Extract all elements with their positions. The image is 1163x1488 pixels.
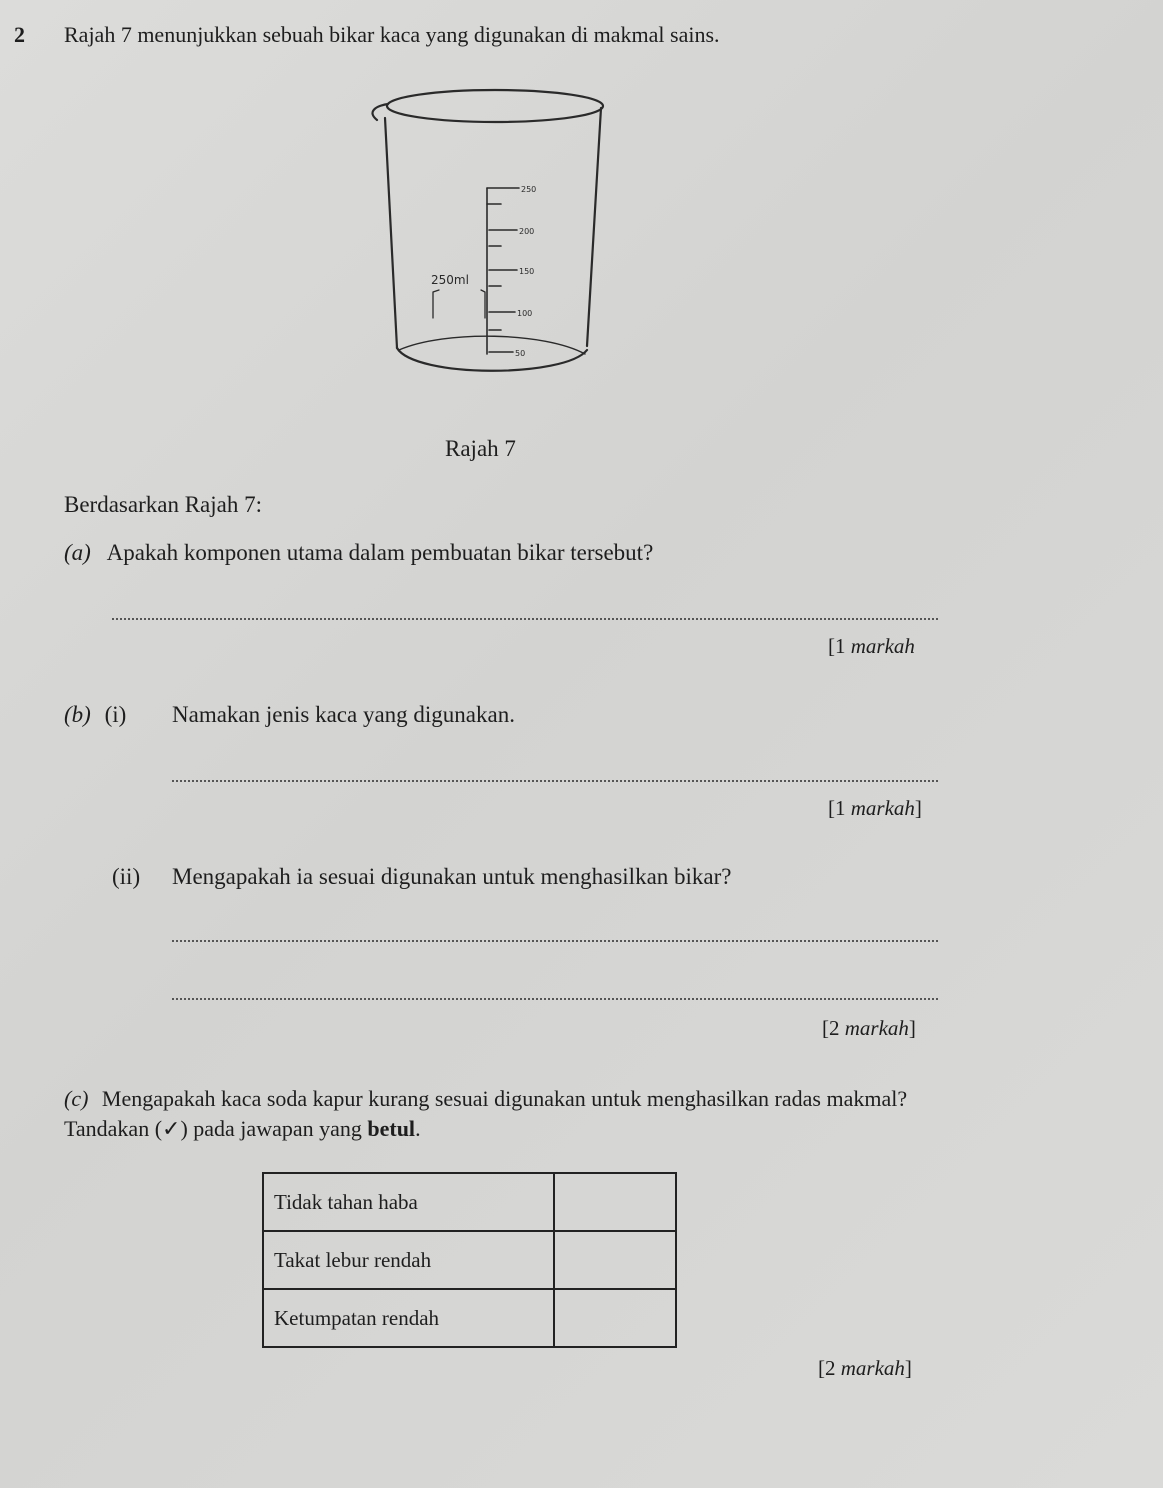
part-a-label: (a)	[64, 540, 91, 565]
marks-c-open: [2	[818, 1356, 841, 1380]
marks-b-ii-open: [2	[822, 1016, 845, 1040]
options-table	[262, 1172, 677, 1348]
option-text: Ketumpatan rendah	[263, 1289, 554, 1347]
part-b-label	[64, 702, 126, 728]
part-b-i-label: (i)	[104, 702, 127, 727]
tick-box[interactable]	[554, 1173, 676, 1231]
marks-a-word: markah	[850, 634, 915, 658]
beaker-volume-label: 250ml	[431, 273, 469, 287]
question-number: 2	[14, 22, 25, 47]
part-c-question	[64, 1084, 944, 1144]
part-c-end: .	[415, 1116, 421, 1141]
figure-caption: Rajah 7	[445, 436, 516, 461]
part-b-i-text: Namakan jenis kaca yang digunakan.	[172, 702, 515, 727]
intro-text: Berdasarkan Rajah 7:	[64, 492, 262, 517]
marks-c-word: markah	[840, 1356, 905, 1380]
part-b-ii-text: Mengapakah ia sesuai digunakan untuk menghasilkan bikar?	[172, 864, 732, 889]
scale-label-100: 100	[517, 309, 533, 318]
table-row	[263, 1289, 676, 1347]
answer-line-a[interactable]	[112, 618, 938, 620]
marks-b-i	[828, 796, 922, 821]
tick-box[interactable]	[554, 1231, 676, 1289]
marks-c-close: ]	[904, 1356, 912, 1380]
table-row	[263, 1231, 676, 1289]
question-text: Rajah 7 menunjukkan sebuah bikar kaca yang digunakan di makmal sains.	[64, 22, 720, 47]
marks-a-open: [1	[828, 634, 851, 658]
scale-label-50: 50	[515, 349, 526, 358]
tick-box[interactable]	[554, 1289, 676, 1347]
part-a-question	[64, 540, 653, 566]
answer-line-b-ii-2[interactable]	[172, 998, 938, 1000]
scale-label-200: 200	[519, 227, 535, 236]
part-b-ii-label: (ii)	[112, 864, 141, 889]
part-c-bold-word: betul	[367, 1116, 416, 1141]
marks-a	[828, 634, 915, 659]
marks-b-i-open: [1	[828, 796, 851, 820]
marks-b-i-close: ]	[914, 796, 922, 820]
part-b-letter: (b)	[64, 702, 91, 727]
part-a-text: Apakah komponen utama dalam pembuatan bikar tersebut?	[106, 540, 654, 565]
scale-label-150: 150	[519, 267, 535, 276]
part-c-text: Mengapakah kaca soda kapur kurang sesuai digunakan untuk menghasilkan radas makmal? Tandakan (✓) pada jawapan yang	[64, 1086, 908, 1141]
scale-label-250: 250	[521, 185, 537, 194]
answer-line-b-ii-1[interactable]	[172, 940, 938, 942]
option-text: Takat lebur rendah	[263, 1231, 554, 1289]
marks-b-ii-word: markah	[844, 1016, 909, 1040]
table-row	[263, 1173, 676, 1231]
marks-c	[818, 1356, 912, 1381]
answer-line-b-i[interactable]	[172, 780, 938, 782]
beaker-illustration	[355, 78, 615, 398]
option-text: Tidak tahan haba	[263, 1173, 554, 1231]
part-c-label: (c)	[64, 1086, 89, 1111]
marks-b-i-word: markah	[850, 796, 915, 820]
marks-b-ii-close: ]	[908, 1016, 916, 1040]
marks-b-ii	[822, 1016, 916, 1041]
